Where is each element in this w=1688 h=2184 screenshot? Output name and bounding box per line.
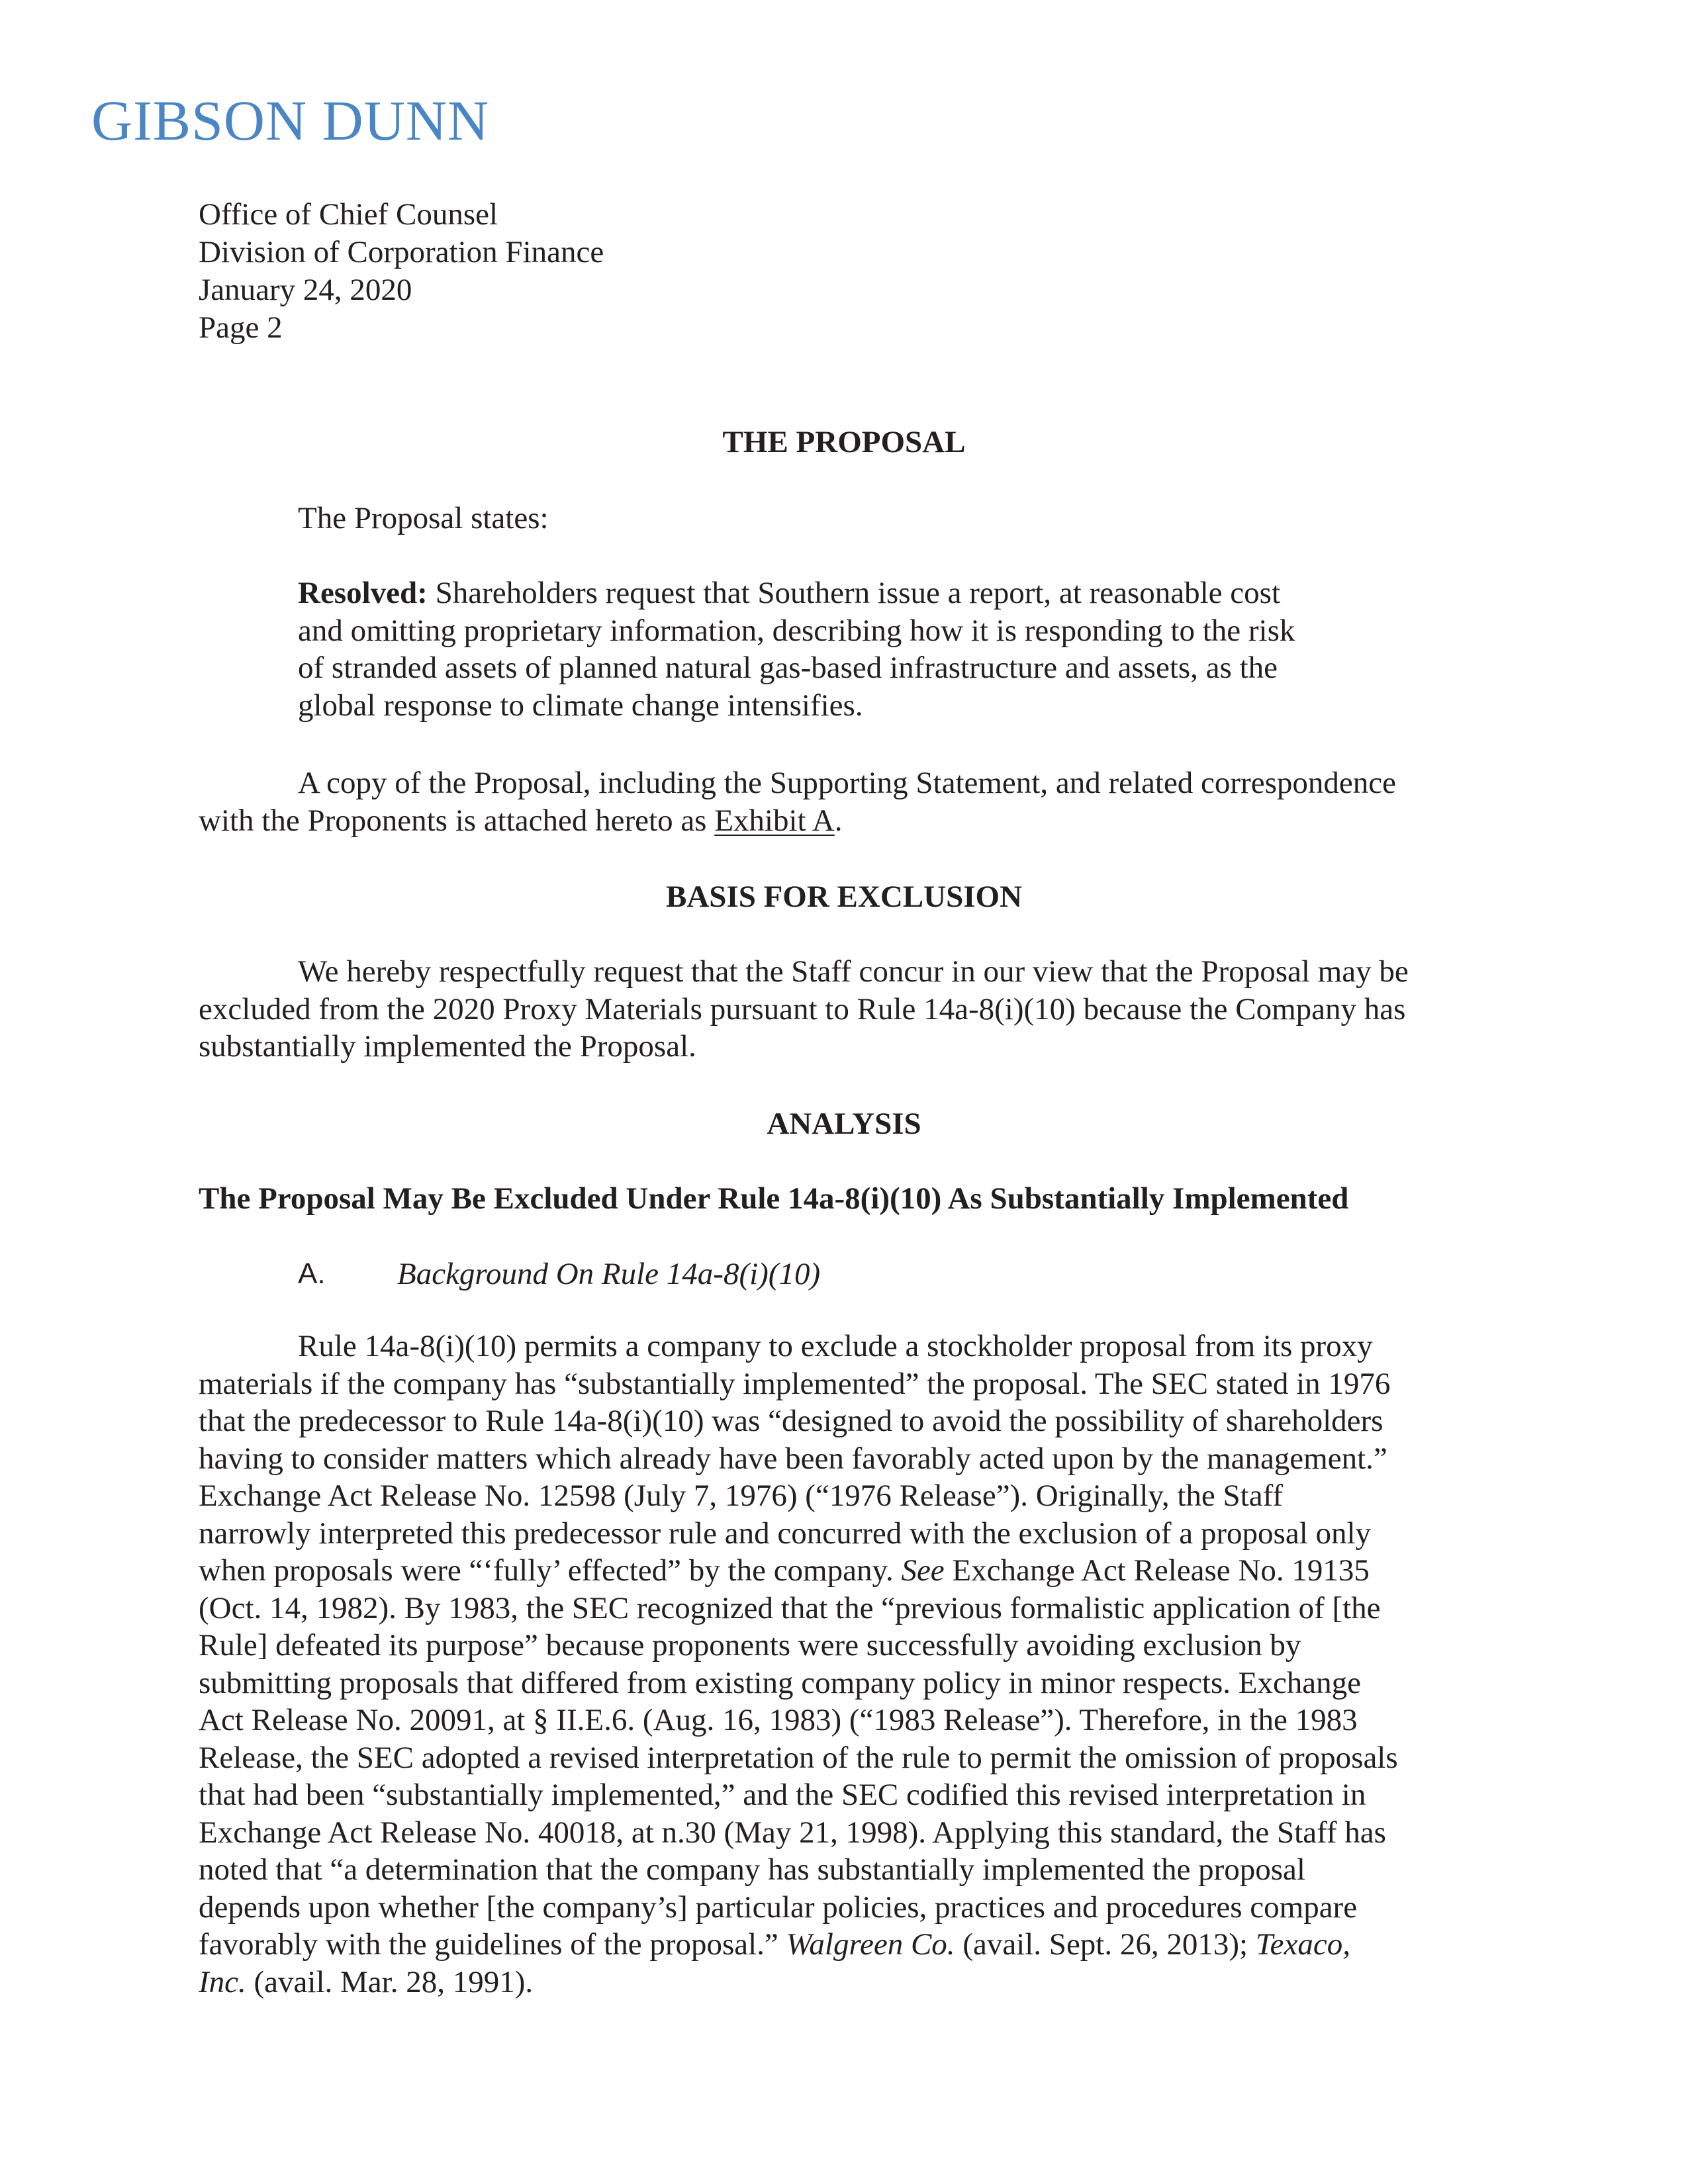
paragraph-line: having to consider matters which already have been favorably acted upon by the management.”: [199, 1441, 1387, 1476]
paragraph-line: (Oct. 14, 1982). By 1983, the SEC recognized that the “previous formalistic application of [the: [199, 1590, 1381, 1625]
heading-analysis: ANALYSIS: [767, 1107, 921, 1141]
paragraph-line: Exchange Act Release No. 40018, at n.30 (May 21, 1998). Applying this standard, the Staff has: [199, 1815, 1386, 1850]
copy-paragraph: [199, 764, 1496, 839]
header-page-number: Page 2: [199, 310, 283, 345]
proposal-quote: [298, 574, 1383, 724]
background-paragraph: [199, 1328, 1496, 2001]
quote-line: Resolved: Shareholders request that Southern issue a report, at reasonable cost: [298, 576, 1280, 610]
paragraph-line: Inc. (avail. Mar. 28, 1991).: [199, 1964, 534, 1999]
resolved-label: Resolved:: [298, 576, 428, 610]
paragraph-line: that had been “substantially implemented,” and the SEC codified this revised interpretation in: [199, 1778, 1366, 1812]
exhibit-a-reference: Exhibit A: [714, 803, 835, 838]
quote-line: of stranded assets of planned natural gas-based infrastructure and assets, as the: [298, 651, 1278, 685]
firm-logo: GIBSON DUNN: [91, 89, 490, 152]
paragraph-line: narrowly interpreted this predecessor rule and concurred with the exclusion of a proposal only: [199, 1516, 1372, 1551]
paragraph-line: Release, the SEC adopted a revised interpretation of the rule to permit the omission of proposals: [199, 1740, 1398, 1775]
subsection-title: Background On Rule 14a-8(i)(10): [397, 1257, 821, 1291]
paragraph-line: noted that “a determination that the company has substantially implemented the proposal: [199, 1852, 1305, 1887]
case-citation: Walgreen Co.: [786, 1927, 955, 1962]
paragraph-line: that the predecessor to Rule 14a-8(i)(10) was “designed to avoid the possibility of shareholders: [199, 1404, 1383, 1438]
paragraph-line: with the Proponents is attached hereto as Exhibit A.: [199, 803, 843, 838]
paragraph-line: A copy of the Proposal, including the Supporting Statement, and related correspondence: [298, 766, 1396, 800]
heading-basis-for-exclusion: BASIS FOR EXCLUSION: [665, 880, 1023, 914]
paragraph-line: substantially implemented the Proposal.: [199, 1029, 696, 1064]
paragraph-line: We hereby respectfully request that the Staff concur in our view that the Proposal may be: [298, 954, 1409, 989]
paragraph-line: Rule 14a-8(i)(10) permits a company to exclude a stockholder proposal from its proxy: [298, 1329, 1373, 1363]
quote-line: and omitting proprietary information, describing how it is responding to the risk: [298, 613, 1295, 648]
paragraph-line: Rule] defeated its purpose” because proponents were successfully avoiding exclusion by: [199, 1628, 1301, 1662]
basis-paragraph: [199, 953, 1496, 1066]
paragraph-line: depends upon whether [the company’s] particular policies, practices and procedures compare: [199, 1889, 1358, 1925]
paragraph-line: when proposals were “‘fully’ effected” by the company. See Exchange Act Release No. 19135: [199, 1553, 1370, 1588]
see-signal: See: [901, 1553, 945, 1588]
paragraph-line: materials if the company has “substantially implemented” the proposal. The SEC stated in 1976: [199, 1366, 1391, 1401]
paragraph-line: Act Release No. 20091, at § II.E.6. (Aug. 16, 1983) (“1983 Release”). Therefore, in the 1983: [199, 1703, 1358, 1737]
heading-the-proposal: THE PROPOSAL: [722, 425, 966, 459]
paragraph-line: favorably with the guidelines of the proposal.” Walgreen Co. (avail. Sept. 26, 2013); Texaco,: [199, 1927, 1350, 1962]
paragraph-line: Exchange Act Release No. 12598 (July 7, 1976) (“1976 Release”). Originally, the Staff: [199, 1479, 1284, 1513]
analysis-subheading: The Proposal May Be Excluded Under Rule 14a-8(i)(10) As Substantially Implemented: [199, 1181, 1349, 1216]
paragraph-line: excluded from the 2020 Proxy Materials pursuant to Rule 14a-8(i)(10) because the Company has: [199, 991, 1406, 1026]
subsection-label: A.: [298, 1257, 326, 1290]
header-date: January 24, 2020: [199, 273, 412, 307]
quote-line: global response to climate change intensifies.: [298, 688, 863, 723]
proposal-intro: The Proposal states:: [298, 501, 549, 535]
header-office: Office of Chief Counsel: [199, 197, 498, 232]
case-citation: Texaco,: [1255, 1927, 1350, 1962]
header-division: Division of Corporation Finance: [199, 235, 604, 269]
paragraph-line: submitting proposals that differed from existing company policy in minor respects. Exchange: [199, 1665, 1362, 1700]
case-citation: Inc.: [199, 1964, 246, 1999]
